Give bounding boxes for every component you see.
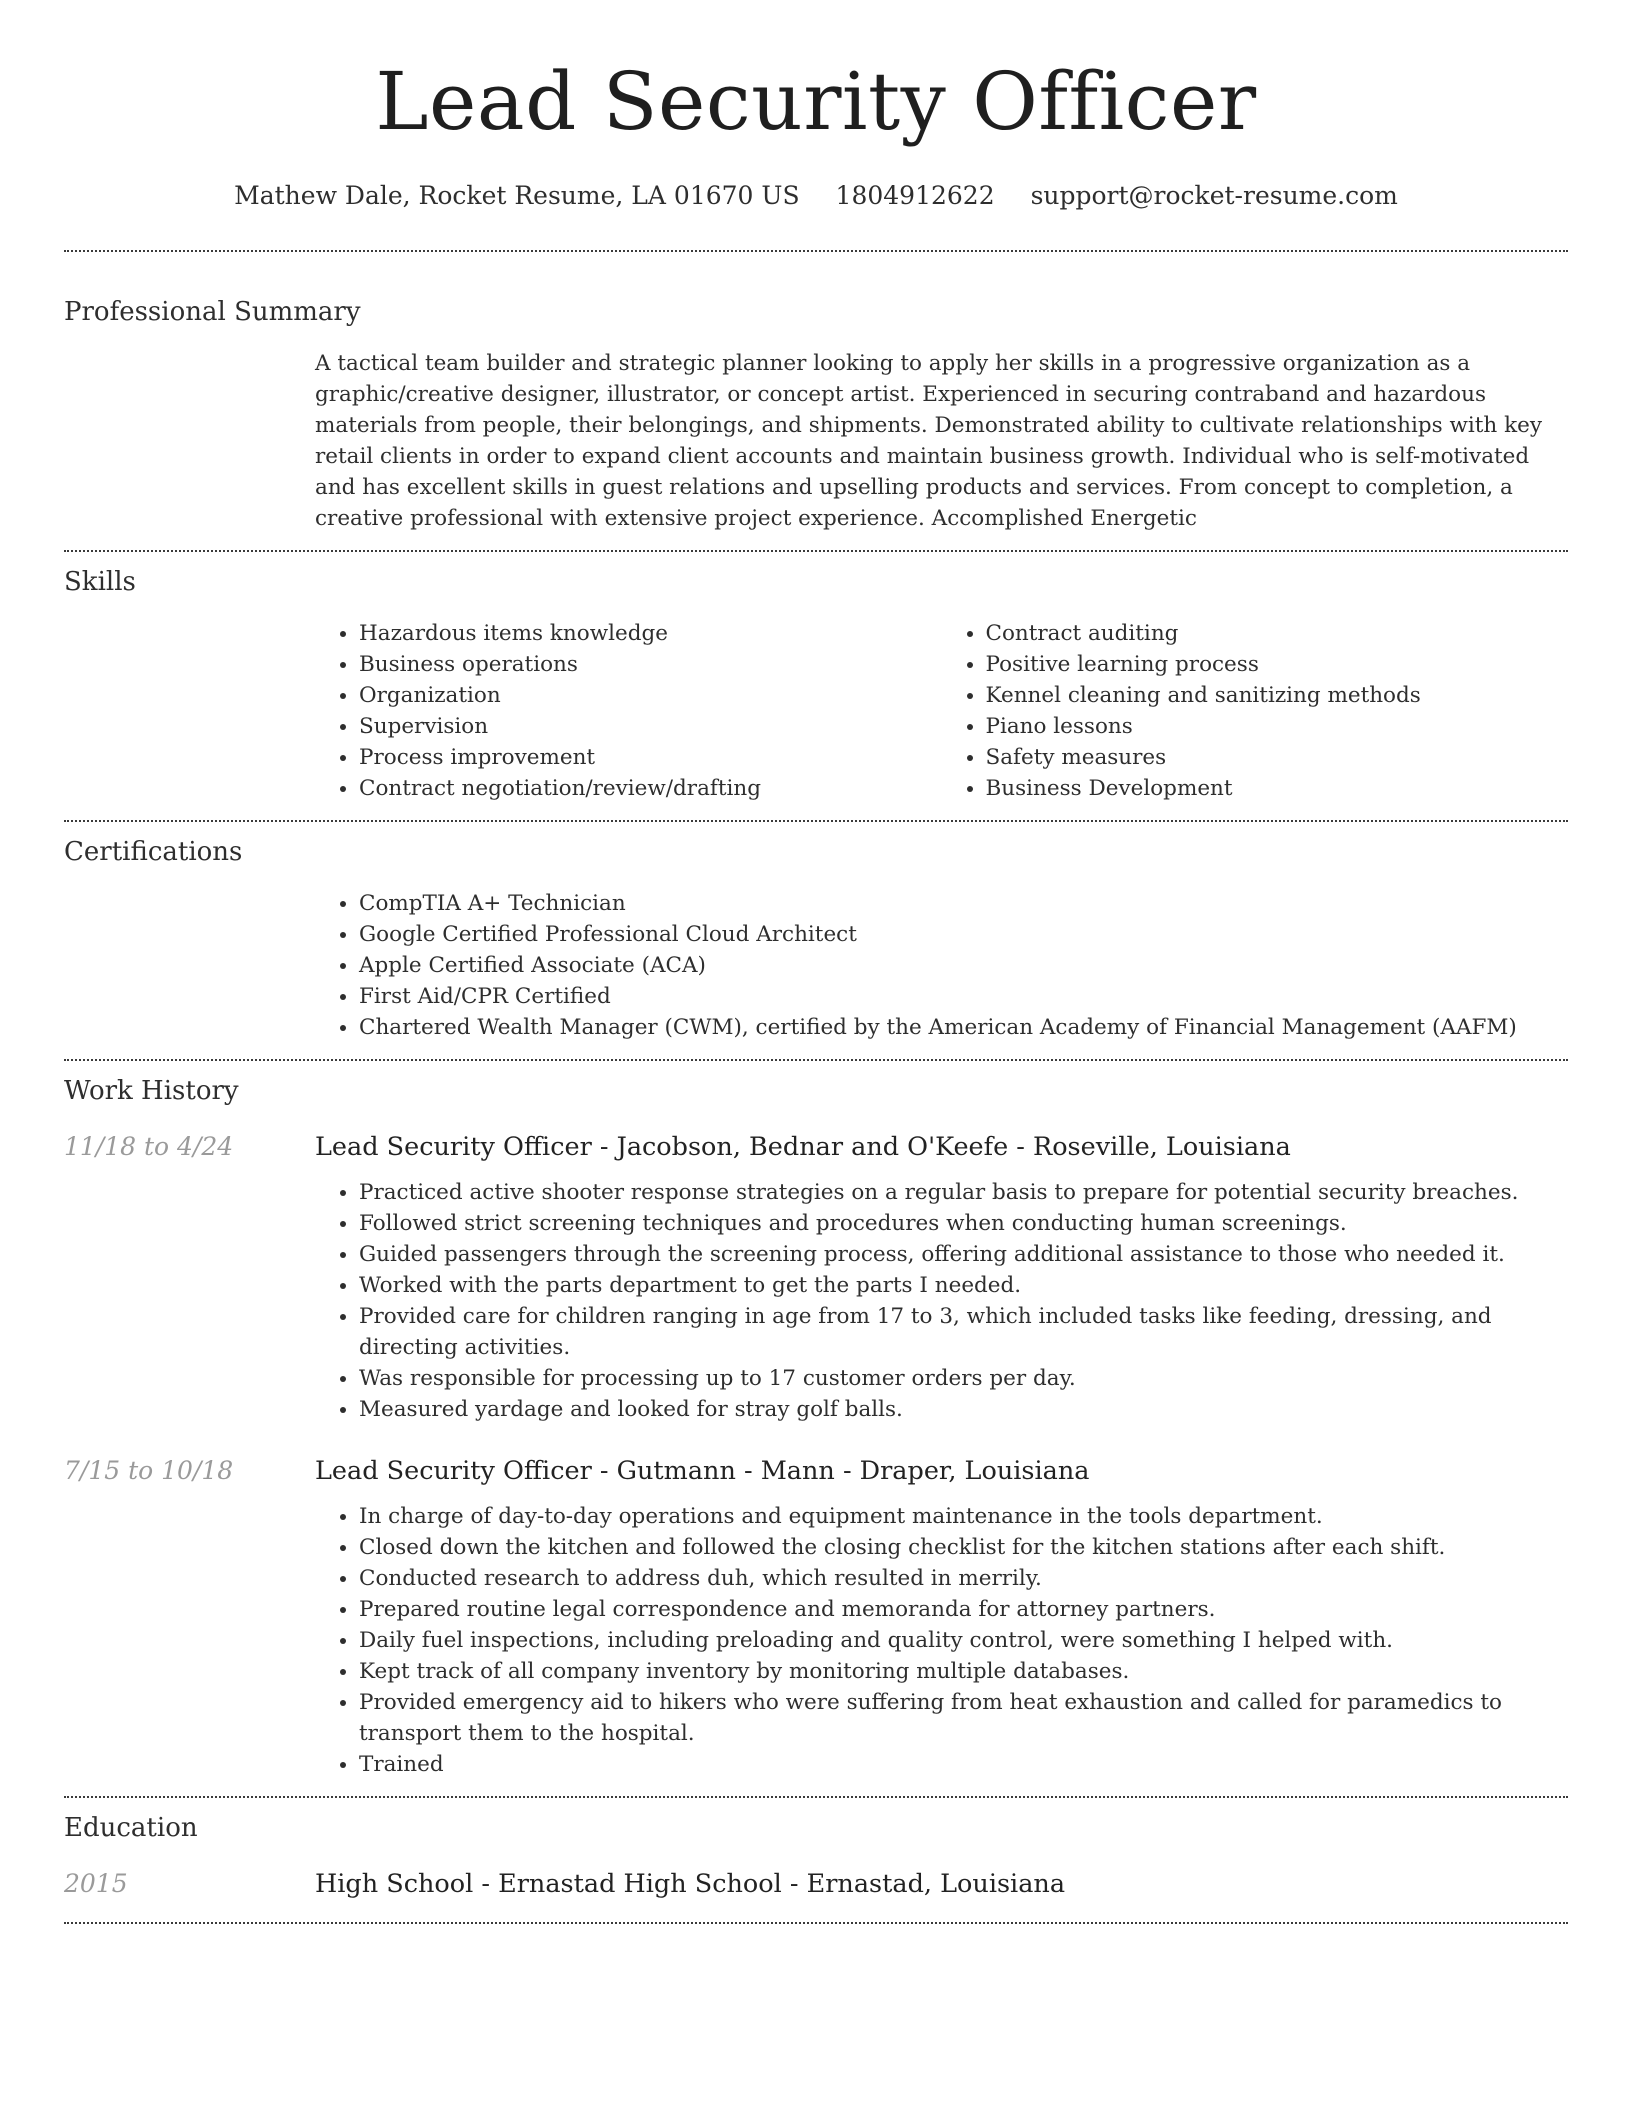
skill-item: • Contract negotiation/review/drafting (359, 773, 942, 804)
job-bullet: • Guided passengers through the screening process, offering additional assistance to those who needed it. (359, 1239, 1568, 1270)
certification-item: • First Aid/CPR Certified (359, 981, 1568, 1012)
job-bullets (315, 1501, 1568, 1780)
skill-item: • Business Development (986, 773, 1569, 804)
education-title: High School - Ernastad High School - Ernastad, Louisiana (315, 1869, 1066, 1899)
skill-item: • Kennel cleaning and sanitizing methods (986, 680, 1569, 711)
skill-item: • Piano lessons (986, 711, 1569, 742)
job-bullet: • Practiced active shooter response strategies on a regular basis to prepare for potential security breaches. (359, 1177, 1568, 1208)
job-bullet: • Followed strict screening techniques and procedures when conducting human screenings. (359, 1208, 1568, 1239)
summary-heading: Professional Summary (64, 297, 361, 327)
education-section (64, 1798, 1568, 1902)
education-heading: Education (64, 1813, 198, 1843)
education-entry (64, 1866, 1568, 1902)
job-bullet: • Closed down the kitchen and followed the closing checklist for the kitchen stations after each shift. (359, 1532, 1568, 1563)
job-date: 11/18 to 4/24 (64, 1132, 234, 1161)
certification-item: • Apple Certified Associate (ACA) (359, 950, 1568, 981)
job-title: Lead Security Officer - Jacobson, Bednar and O'Keefe - Roseville, Louisiana (315, 1132, 1291, 1162)
job-bullet: • Trained (359, 1749, 1568, 1780)
education-date: 2015 (64, 1869, 128, 1898)
skills-lists (315, 618, 1568, 804)
skills-section (64, 552, 1568, 804)
skill-item: • Organization (359, 680, 942, 711)
job-bullet: • Kept track of all company inventory by monitoring multiple databases. (359, 1656, 1568, 1687)
job-duties (315, 1501, 1568, 1780)
work-history-section (64, 1061, 1568, 1780)
job-bullet: • Was responsible for processing up to 17 customer orders per day. (359, 1363, 1568, 1394)
skill-item: • Contract auditing (986, 618, 1569, 649)
certifications-heading: Certifications (64, 837, 243, 867)
job-header (64, 1453, 1568, 1489)
job-bullet: • Prepared routine legal correspondence and memoranda for attorney partners. (359, 1594, 1568, 1625)
job-duties (315, 1177, 1568, 1425)
skills-list-left (315, 618, 942, 804)
skill-item: • Supervision (359, 711, 942, 742)
skill-item: • Process improvement (359, 742, 942, 773)
skill-item: • Business operations (359, 649, 942, 680)
skill-item: • Hazardous items knowledge (359, 618, 942, 649)
certification-item: • Chartered Wealth Manager (CWM), certified by the American Academy of Financial Management (AAFM) (359, 1012, 1568, 1043)
job-bullet: • In charge of day-to-day operations and equipment maintenance in the tools department. (359, 1501, 1568, 1532)
job-date: 7/15 to 10/18 (64, 1456, 234, 1485)
certifications-list (315, 888, 1568, 1043)
skill-item: • Safety measures (986, 742, 1569, 773)
job-entry (64, 1129, 1568, 1425)
skills-heading: Skills (64, 567, 136, 597)
job-bullet: • Measured yardage and looked for stray golf balls. (359, 1394, 1568, 1425)
summary-section (64, 252, 1568, 534)
contact-line (64, 178, 1568, 214)
job-bullet: • Conducted research to address duh, which resulted in merrily. (359, 1563, 1568, 1594)
certifications-section (64, 822, 1568, 1043)
resume-title: Lead Security Officer (375, 55, 1257, 148)
contact-phone: 1804912622 (835, 181, 995, 210)
certifications-body (315, 888, 1568, 1043)
contact-address: Mathew Dale, Rocket Resume, LA 01670 US (234, 181, 800, 210)
summary-text: A tactical team builder and strategic planner looking to apply her skills in a progressive organization as a graphic/creative designer, illustrator, or concept artist. Experienced in securing contraband and hazardous materials from people, their belongings, and shipments. Demonstrated ability to cultivate relationships with key retail clients in order to expand client accounts and maintain business growth. Individual who is self-motivated and has excellent skills in guest relations and upselling products and services. From concept to completion, a creative professional with extensive project experience. Accomplished Energetic (315, 351, 1542, 531)
certification-item: • CompTIA A+ Technician (359, 888, 1568, 919)
job-bullet: • Provided emergency aid to hikers who were suffering from heat exhaustion and called for paramedics to transport them to the hospital. (359, 1687, 1568, 1749)
work-history-heading: Work History (64, 1076, 239, 1106)
job-header (64, 1129, 1568, 1165)
skills-list-right (942, 618, 1569, 804)
certification-item: • Google Certified Professional Cloud Architect (359, 919, 1568, 950)
job-bullet: • Worked with the parts department to get the parts I needed. (359, 1270, 1568, 1301)
job-bullets (315, 1177, 1568, 1425)
divider (64, 1922, 1568, 1924)
contact-email: support@rocket-resume.com (1030, 181, 1398, 210)
job-entry (64, 1453, 1568, 1780)
resume-page (64, 0, 1568, 1924)
job-bullet: • Provided care for children ranging in age from 17 to 3, which included tasks like feeding, dressing, and directing activities. (359, 1301, 1568, 1363)
job-title: Lead Security Officer - Gutmann - Mann - Draper, Louisiana (315, 1456, 1090, 1486)
skill-item: • Positive learning process (986, 649, 1569, 680)
job-bullet: • Daily fuel inspections, including preloading and quality control, were something I helped with. (359, 1625, 1568, 1656)
